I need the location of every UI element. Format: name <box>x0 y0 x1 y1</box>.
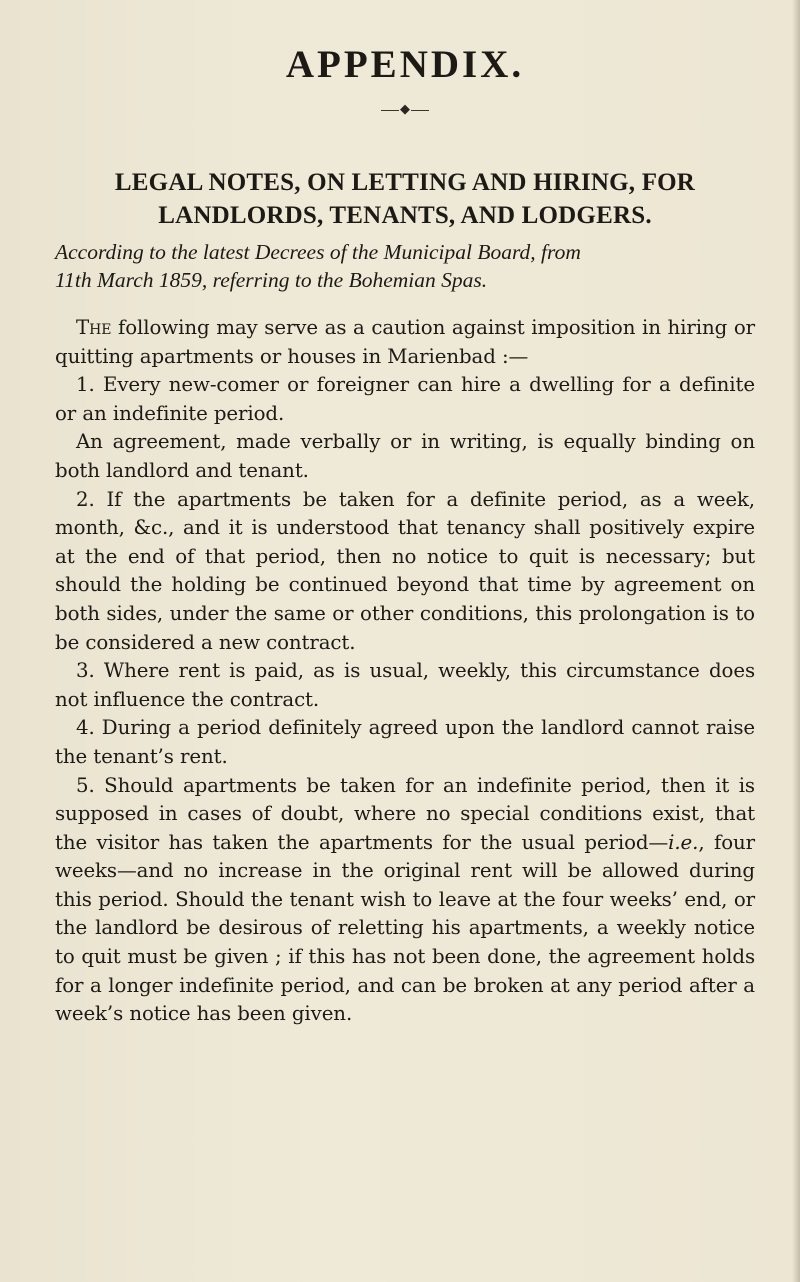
paragraph-3: 3. Where rent is paid, as is usual, weekly, this circumstance does not influence the contract. <box>55 659 755 711</box>
intro-text: following may serve as a caution against imposition in hiring or quitting apartments or houses in Marienbad :— <box>55 316 755 368</box>
subheading-line-2: 11th March 1859, referring to the Bohemian Spas. <box>55 268 488 292</box>
section-subheading <box>55 238 755 294</box>
paragraph-5 <box>55 772 755 1029</box>
heading-line-2: LANDLORDS, TENANTS, AND LODGERS. <box>158 202 652 229</box>
intro-paragraph <box>55 314 755 371</box>
subheading-line-1: According to the latest Decrees of the Municipal Board, from <box>55 240 581 264</box>
paragraph-agreement: An agreement, made verbally or in writing, is equally binding on both landlord and tenant. <box>55 430 755 482</box>
page-edge-shadow <box>792 0 800 1282</box>
diamond-ornament-icon: ◆ <box>400 102 410 117</box>
ornament-rule-left <box>381 110 399 111</box>
appendix-title: APPENDIX. <box>285 43 525 86</box>
paragraph-5-before: 5. Should apartments be taken for an indefinite period, then it is supposed in cases of doubt, where no special conditions exist, that the visitor has taken the apartments for the usual period— <box>55 773 755 854</box>
intro-lead-word: The <box>76 316 112 339</box>
paragraph-5-after: , four weeks—and no increase in the original rent will be allowed during this period. Should the tenant wish to leave at the four weeks’ end, or the landlord be desirous of reletting his apartments, a weekly notice to quit must be given ; if this has not been done, the agreement holds for a longer indefinite period, and can be broken at any period after a week’s notice has been given. <box>55 830 755 1026</box>
paragraph-4: 4. During a period definitely agreed upon the landlord cannot raise the tenant’s rent. <box>55 716 755 768</box>
page-content <box>55 36 755 1029</box>
ornament-rule-right <box>411 110 429 111</box>
section-heading <box>55 166 755 232</box>
paragraph-1: 1. Every new-comer or foreigner can hire a dwelling for a definite or an indefinite period. <box>55 373 755 425</box>
ornament-divider <box>55 94 755 126</box>
paragraph-5-ie: i.e. <box>668 830 699 854</box>
heading-line-1: LEGAL NOTES, ON LETTING AND HIRING, FOR <box>114 169 696 196</box>
body-text <box>55 314 755 1029</box>
paragraph-2: 2. If the apartments be taken for a definite period, as a week, month, &c., and it is understood that tenancy shall positively expire at the end of that period, then no notice to quit is necessary; but should the holding be continued beyond that time by agreement on both sides, under the same or other conditions, this prolongation is to be considered a new contract. <box>55 487 755 654</box>
